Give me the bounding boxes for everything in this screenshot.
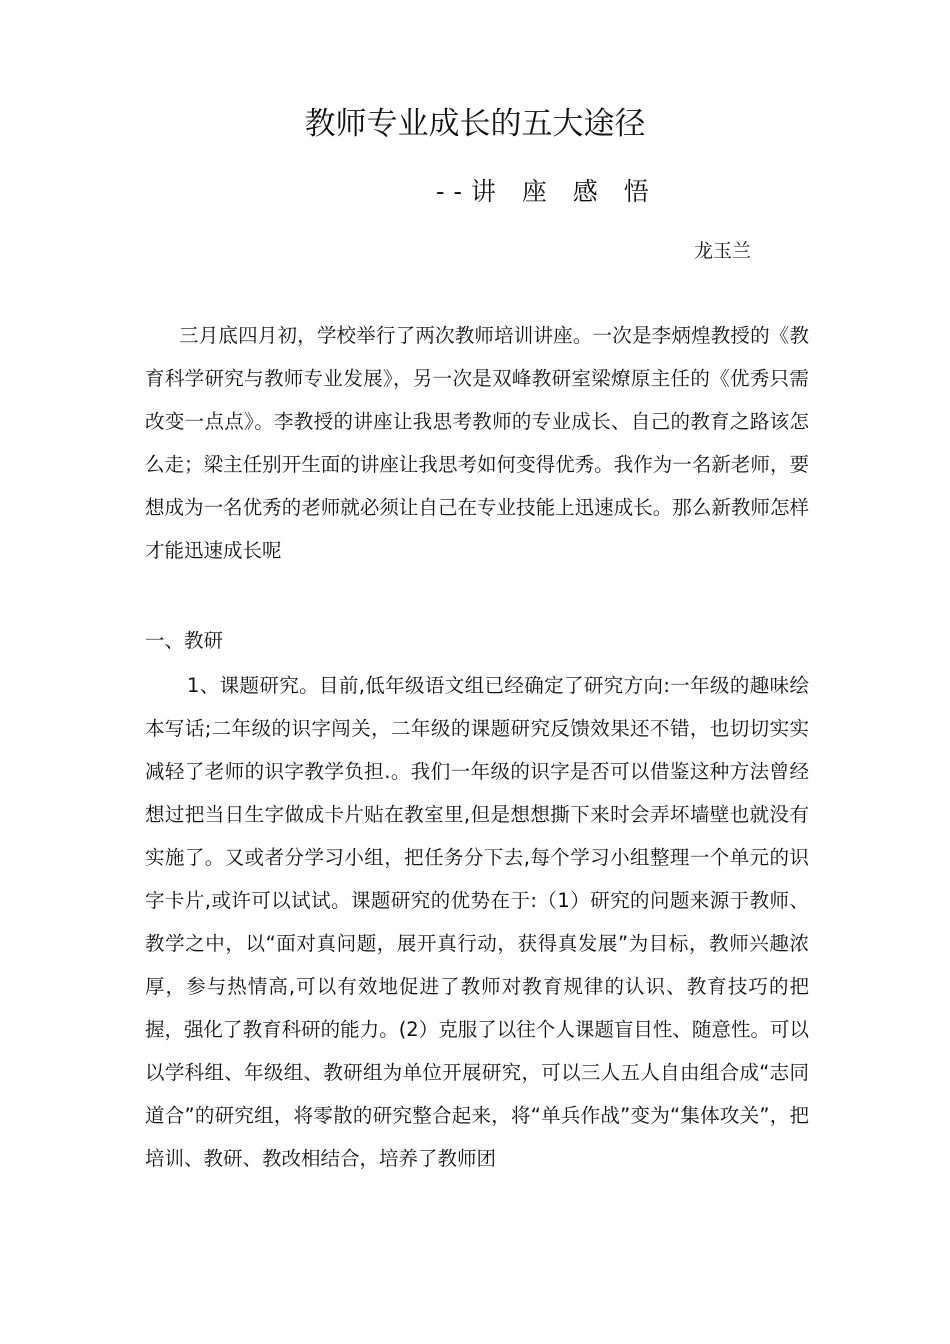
document-author: 龙玉兰 (694, 240, 752, 262)
document-title: 教师专业成长的五大途径 (304, 106, 646, 142)
section-heading: 一、教研 (145, 629, 224, 652)
intro-paragraph: 三月底四月初，学校举行了两次教师培训讲座。一次是李炳煌教授的《教育科学研究与教师专业发展》，另一次是双峰教研室梁燎原主任的《优秀只需改变一点点》。李教授的讲座让我思考教师的专业成长、自己的教育之路该怎么走；梁主任别开生面的讲座让我思考如何变得优秀。我作为一名新老师，要想成为一名优秀的老师就必须让自己在专业技能上迅速成长。那么新教师怎样才能迅速成长呢 (145, 324, 809, 562)
section-paragraph: 1、课题研究。目前,低年级语文组已经确定了研究方向:一年级的趣味绘本写话;二年级的识字闯关，二年级的课题研究反馈效果还不错，也切切实实减轻了老师的识字教学负担.。我们一年级的识字是否可以借鉴这种方法曾经想过把当日生字做成卡片贴在教室里,但是想想撕下来时会弄坏墙壁也就没有实施了。又或者分学习小组，把任务分下去,每个学习小组整理一个单元的识字卡片,或许可以试试。课题研究的优势在于:（1）研究的问题来源于教师、教学之中，以“面对真问题，展开真行动，获得真发展”为目标，教师兴趣浓厚，参与热情高,可以有效地促进了教师对教育规律的认识、教育技巧的把握，强化了教育科研的能力。(2）克服了以往个人课题盲目性、随意性。可以以学科组、年级组、教研组为单位开展研究，可以三人五人自由组合成“志同道合”的研究组，将零散的研究整合起来，将“单兵作战”变为“集体攻关”，把培训、教研、教改相结合，培养了教师团 (145, 674, 809, 1170)
document-subtitle: --讲 座 感 悟 (436, 177, 658, 206)
